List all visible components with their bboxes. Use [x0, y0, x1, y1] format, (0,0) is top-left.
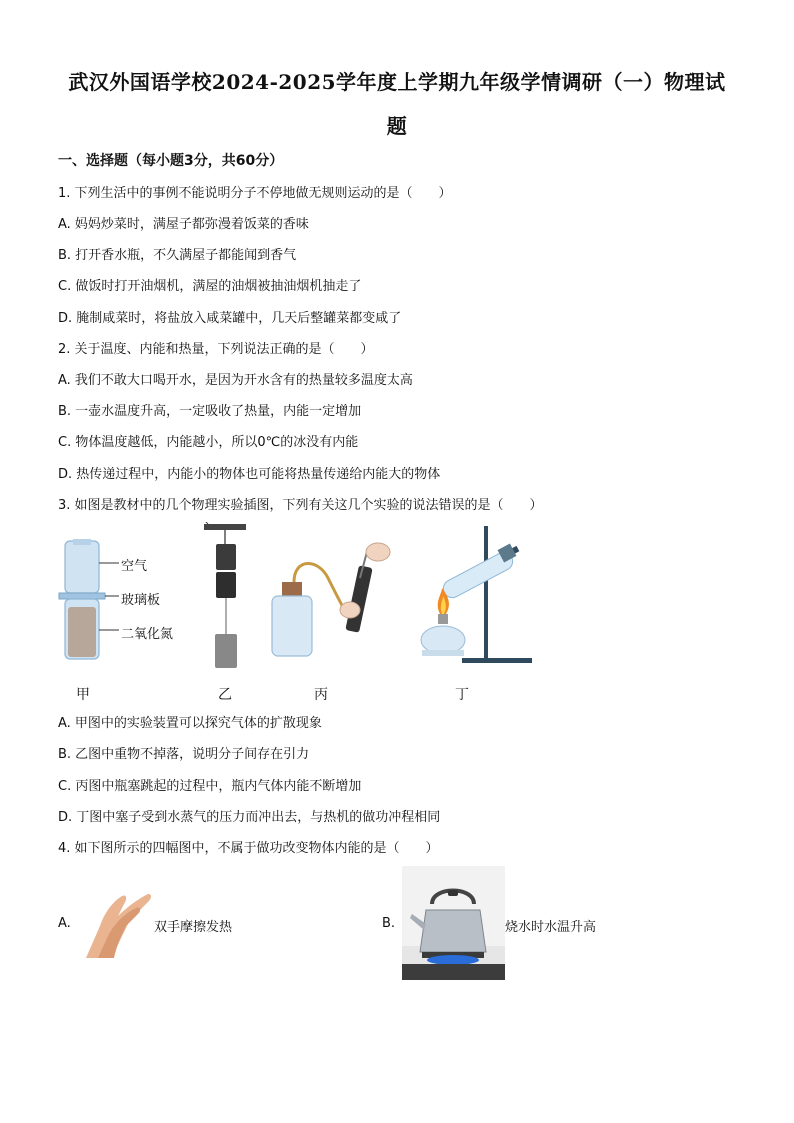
q2-option-b: B. 一壶水温度升高，一定吸收了热量，内能一定增加 [58, 404, 362, 419]
q1-option-b: B. 打开香水瓶，不久满屋子都能闻到香气 [58, 248, 297, 263]
q4-option-b-label: B. [382, 916, 396, 931]
figure-yi-lead-blocks [200, 522, 250, 672]
rubbing-hands-image [78, 886, 154, 960]
q3-option-d: D. 丁图中塞子受到水蒸气的压力而冲出去，与热机的做功冲程相同 [58, 810, 441, 825]
label-air: 空气 [121, 559, 148, 574]
q2-option-d: D. 热传递过程中，内能小的物体也可能将热量传递给内能大的物体 [58, 467, 441, 482]
caption-jia: 甲 [76, 687, 90, 703]
q3-option-a: A. 甲图中的实验装置可以探究气体的扩散现象 [58, 716, 322, 731]
q3-option-b: B. 乙图中重物不掉落，说明分子间存在引力 [58, 747, 310, 762]
caption-ding: 丁 [455, 687, 469, 703]
q1-stem: 1. 下列生活中的事例不能说明分子不停地做无规则运动的是（ ） [58, 186, 452, 201]
q4-option-a-text: 双手摩擦发热 [154, 920, 233, 935]
q4-option-b-text: 烧水时水温升高 [505, 920, 597, 935]
q2-option-c: C. 物体温度越低，内能越小，所以0℃的冰没有内能 [58, 435, 359, 450]
q4-stem: 4. 如下图所示的四幅图中，不属于做功改变物体内能的是（ ） [58, 841, 439, 856]
kettle-on-stove-image [402, 866, 505, 980]
q2-option-a: A. 我们不敢大口喝开水，是因为开水含有的热量较多温度太高 [58, 373, 413, 388]
q3-stem: 3. 如图是教材中的几个物理实验插图，下列有关这几个实验的说法错误的是（ ） [58, 498, 543, 513]
exam-title-line2: 题 [386, 114, 408, 138]
q1-option-a: A. 妈妈炒菜时，满屋子都弥漫着饭菜的香味 [58, 217, 309, 232]
label-nitrogen-dioxide: 二氧化氮 [121, 627, 174, 642]
q1-option-c: C. 做饭时打开油烟机，满屋的油烟被抽油烟机抽走了 [58, 279, 362, 294]
figure-ding-test-tube [412, 522, 532, 670]
figure-bing-pump-bottle [268, 538, 398, 663]
q4-option-a-label: A. [58, 916, 71, 931]
label-glass-plate: 玻璃板 [121, 593, 161, 608]
q1-option-d: D. 腌制咸菜时，将盐放入咸菜罐中，几天后整罐菜都变咸了 [58, 311, 402, 326]
caption-yi: 乙 [218, 687, 232, 703]
exam-title-line1: 武汉外国语学校2024-2025学年度上学期九年级学情调研（一）物理试 [68, 70, 726, 94]
q3-option-c: C. 丙图中瓶塞跳起的过程中，瓶内气体内能不断增加 [58, 779, 362, 794]
caption-bing: 丙 [314, 687, 328, 703]
q2-stem: 2. 关于温度、内能和热量，下列说法正确的是（ ） [58, 342, 374, 357]
section-heading: 一、选择题（每小题3分，共60分） [58, 153, 284, 169]
